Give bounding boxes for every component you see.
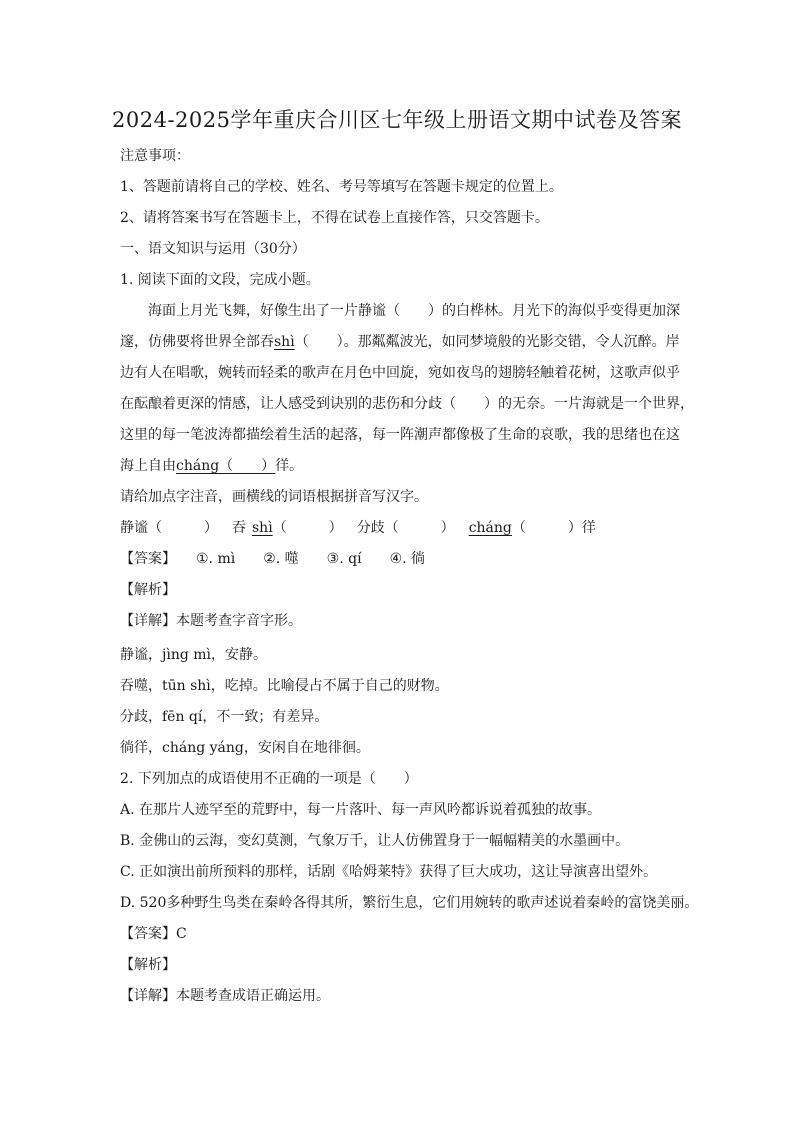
pinyin-underlined: cháng（ ） — [176, 458, 276, 474]
answer-1: ①. mì — [196, 551, 236, 567]
explain-line-1: 静谧，jìng mì，安静。 — [120, 647, 267, 663]
option-a: A. 在那片人迹罕至的荒野中，每一片落叶、每一声风吟都诉说着孤独的故事。 — [120, 802, 602, 818]
fill-blanks-row — [120, 518, 680, 538]
blank-1: 静谧（ ） — [120, 520, 218, 536]
blank-2-char: 吞 — [232, 520, 246, 536]
passage-line-5: 这里的每一笔波涛都描绘着生活的起落，每一阵潮声都像极了生命的哀歌，我的思绪也在这 — [120, 427, 680, 443]
passage-text: 海上自由 — [120, 458, 176, 474]
passage-text: 徉。 — [275, 458, 304, 474]
analysis-label-2: 【解析】 — [120, 957, 176, 973]
section-heading: 一、语文知识与运用（30分） — [120, 241, 306, 257]
pinyin-underlined: shì — [274, 334, 295, 350]
passage-text: （ ）。那粼粼波光，如同梦境般的光影交错，令人沉醉。岸 — [294, 334, 680, 350]
detail-line-2: 【详解】本题考查成语正确运用。 — [120, 988, 330, 1004]
explain-line-4: 徜徉，cháng yáng，安闲自在地徘徊。 — [120, 740, 370, 756]
page-title: 2024-2025学年重庆合川区七年级上册语文期中试卷及答案 — [112, 108, 682, 132]
explain-line-2: 吞噬，tūn shì，吃掉。比喻侵占不属于自己的财物。 — [120, 678, 449, 694]
passage-line-1: 海面上月光飞舞，好像生出了一片静谧（ ）的白桦林。月光下的海似乎变得更加深 — [148, 303, 680, 319]
explain-line-3: 分歧，fēn qí，不一致；有差异。 — [120, 709, 329, 725]
passage-line-6 — [120, 456, 680, 476]
option-d: D. 520多种野生鸟类在秦岭各得其所，繁衍生息，它们用婉转的歌声述说着秦岭的富饶美丽。 — [120, 895, 699, 911]
blank-4-pinyin: cháng — [468, 520, 512, 536]
passage-text: 邃，仿佛要将世界全部吞 — [120, 334, 274, 350]
notice-item-2: 2、请将答案书写在答题卡上，不得在试卷上直接作答，只交答题卡。 — [120, 210, 549, 226]
passage-line-4: 在酝酿着更深的情感，让人感受到诀别的悲伤和分歧（ ）的无奈。一片海就是一个世界， — [120, 396, 694, 412]
blank-2-pinyin: shì — [252, 520, 273, 536]
option-c: C. 正如演出前所预料的那样，话剧《哈姆莱特》获得了巨大成功，这让导演喜出望外。 — [120, 864, 658, 880]
analysis-label: 【解析】 — [120, 582, 176, 598]
passage-line-2 — [120, 332, 680, 352]
detail-line: 【详解】本题考查字音字形。 — [120, 613, 302, 629]
answer-4: ④. 徜 — [389, 551, 426, 567]
question-1-stem: 1. 阅读下面的文段，完成小题。 — [120, 272, 320, 288]
answer-3: ③. qí — [326, 551, 362, 567]
blank-4-paren: （ ）徉 — [511, 520, 596, 536]
instruction: 请给加点字注音，画横线的词语根据拼音写汉字。 — [120, 489, 428, 505]
question-2-stem: 2. 下列加点的成语使用不正确的一项是（ ） — [120, 771, 418, 787]
notice-item-1: 1、答题前请将自己的学校、姓名、考号等填写在答题卡规定的位置上。 — [120, 179, 563, 195]
passage-line-3: 边有人在唱歌，婉转而轻柔的歌声在月色中回旋，宛如夜鸟的翅膀轻触着花树，这歌声似乎 — [120, 365, 680, 381]
answer-row-2: 【答案】C — [120, 926, 187, 942]
answer-row-1 — [120, 549, 680, 569]
blank-2-paren: （ ） — [272, 520, 343, 536]
option-b: B. 金佛山的云海，变幻莫测，气象万千，让人仿佛置身于一幅幅精美的水墨画中。 — [120, 833, 630, 849]
blank-3: 分歧（ ） — [356, 520, 455, 536]
answer-2: ②. 噬 — [263, 551, 299, 567]
answer-label: 【答案】 — [120, 551, 176, 567]
notice-heading: 注意事项： — [120, 148, 190, 164]
